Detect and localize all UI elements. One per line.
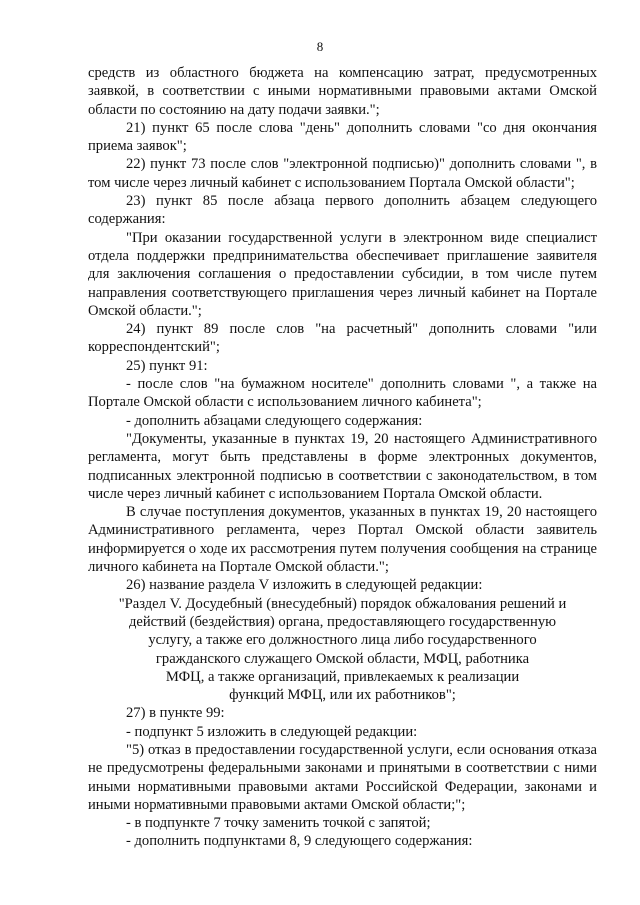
paragraph-item-27-sub-3: - дополнить подпунктами 8, 9 следующего содержания: — [126, 833, 473, 850]
paragraph-quote-documents: "Документы, указанные в пунктах 19, 20 настоящего Административного регламента, могут быть представлены в форме электронных документов, подписанных электронной подписью в соответствии с законодательством, в том числе через личный кабинет с использованием Портала Омской области. — [88, 430, 597, 502]
paragraph-item-22: 22) пункт 73 после слов "электронной подписью)" дополнить словами ", в том числе через личный кабинет с использованием Портала Омской области"; — [88, 156, 597, 191]
paragraph-item-24: 24) пункт 89 после слов "на расчетный" дополнить словами "или корреспондентский"; — [88, 321, 597, 356]
paragraph-item-27-sub-2: - в подпункте 7 точку заменить точкой с запятой; — [126, 815, 431, 832]
paragraph-item-26: 26) название раздела V изложить в следующей редакции: — [126, 577, 483, 594]
section-title-quote — [88, 595, 597, 705]
paragraph-item-25-sub-1: - после слов "на бумажном носителе" дополнить словами ", а также на Портале Омской области с использованием личного кабинета"; — [88, 376, 597, 411]
section-title-line: гражданского служащего Омской области, МФЦ, работника — [155, 650, 530, 667]
section-title-line: действий (бездействия) органа, предоставляющего государственную — [128, 613, 557, 630]
page-number: 8 — [316, 39, 324, 54]
paragraph-quote-receipt: В случае поступления документов, указанных в пунктах 19, 20 настоящего Административного регламента, через Портал Омской области заявитель информируется о ходе их рассмотрения путем получения сообщения на странице личного кабинета на Портале Омской области."; — [88, 504, 597, 576]
paragraph-item-21: 21) пункт 65 после слова "день" дополнить словами "со дня окончания приема заявок"; — [88, 119, 597, 155]
paragraph-item-23: 23) пункт 85 после абзаца первого дополнить абзацем следующего содержания: — [88, 193, 597, 228]
paragraph-item-27: 27) в пункте 99: — [126, 705, 225, 722]
document-body — [88, 64, 597, 851]
section-title-line: услугу, а также его должностного лица либо государственного — [148, 632, 537, 649]
section-title-line: МФЦ, а также организаций, привлекаемых к реализации — [165, 668, 520, 685]
section-title-line: функций МФЦ, или их работников"; — [229, 687, 456, 704]
paragraph-quote-subitem-5: "5) отказ в предоставлении государственной услуги, если основания отказа не предусмотрены федеральными законами и принятыми в соответствии с ними иными нормативными правовыми актами Российской Федерации, законами и иными нормативными правовыми актами Омской области;"; — [88, 741, 597, 813]
section-title-line: "Раздел V. Досудебный (внесудебный) порядок обжалования решений и — [118, 595, 567, 612]
paragraph-continuation: средств из областного бюджета на компенсацию затрат, предусмотренных заявкой, в соответствии с иными нормативными правовыми актами Омской области по состоянию на дату подачи заявки."; — [88, 65, 597, 118]
paragraph-item-25-sub-2: - дополнить абзацами следующего содержания: — [126, 412, 423, 429]
paragraph-item-25: 25) пункт 91: — [126, 357, 208, 374]
paragraph-quote-85: "При оказании государственной услуги в электронном виде специалист отдела поддержки предпринимательства обеспечивает приглашение заявителя для заключения соглашения о предоставлении субсидии, в том числе путем направления соответствующего приглашения через личный кабинет на Портале Омской области."; — [88, 229, 597, 319]
paragraph-item-27-sub-1: - подпункт 5 изложить в следующей редакции: — [126, 723, 418, 740]
